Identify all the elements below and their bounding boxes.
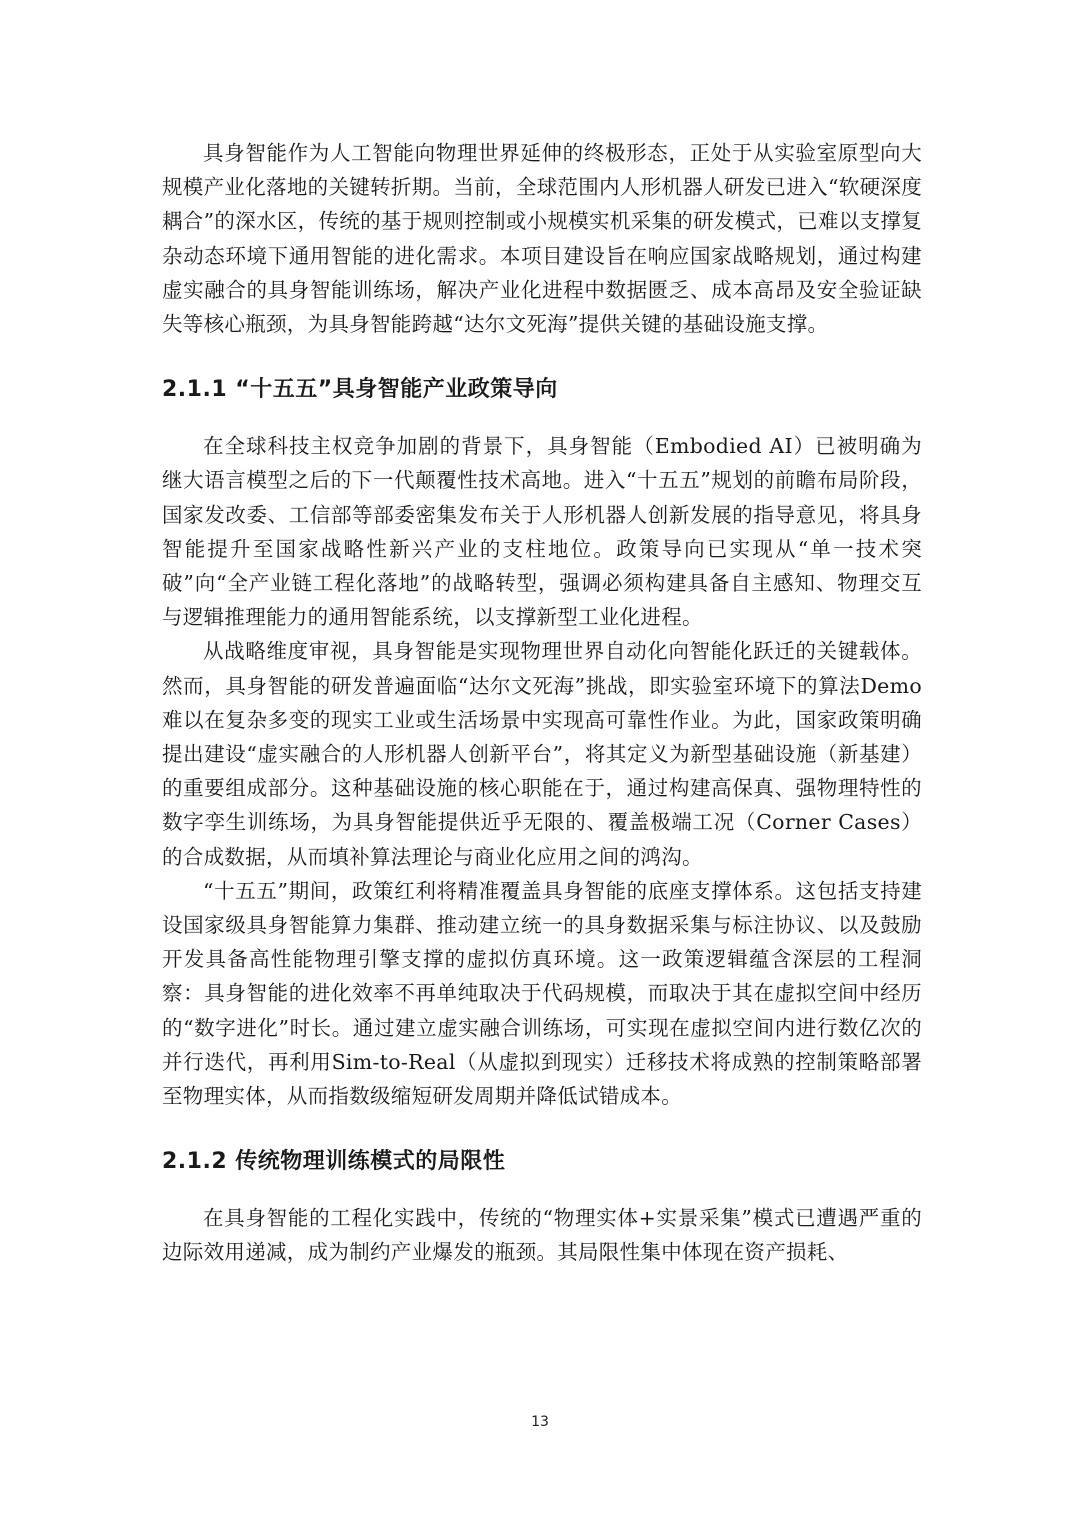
- policy-paragraph-2: 从战略维度审视，具身智能是实现物理世界自动化向智能化跃迁的关键载体。然而，具身智能的研发普遍面临“达尔文死海”挑战，即实验室环境下的算法Demo难以在复杂多变的现实工业或生活场景中实现高可靠性作业。为此，国家政策明确提出建设“虚实融合的人形机器人创新平台”，将其定义为新型基础设施（新基建）的重要组成部分。这种基础设施的核心职能在于，通过构建高保真、强物理特性的数字孪生训练场，为具身智能提供近乎无限的、覆盖极端工况（Corner Cases）的合成数据，从而填补算法理论与商业化应用之间的鸿沟。: [162, 639, 922, 869]
- section-heading-2-1-2: 2.1.2 传统物理训练模式的局限性: [162, 1149, 506, 1175]
- intro-paragraph: 具身智能作为人工智能向物理世界延伸的终极形态，正处于从实验室原型向大规模产业化落地的关键转折期。当前，全球范围内人形机器人研发已进入“软硬深度耦合”的深水区，传统的基于规则控制或小规模实机采集的研发模式，已难以支撑复杂动态环境下通用智能的进化需求。本项目建设旨在响应国家战略规划，通过构建虚实融合的具身智能训练场，解决产业化进程中数据匮乏、成本高昂及安全验证缺失等核心瓶颈，为具身智能跨越“达尔文死海”提供关键的基础设施支撑。: [162, 141, 922, 337]
- policy-paragraph-1: 在全球科技主权竞争加剧的背景下，具身智能（Embodied AI）已被明确为继大语言模型之后的下一代颠覆性技术高地。进入“十五五”规划的前瞻布局阶段，国家发改委、工信部等部委密集发布关于人形机器人创新发展的指导意见，将具身智能提升至国家战略性新兴产业的支柱地位。政策导向已实现从“单一技术突破”向“全产业链工程化落地”的战略转型，强调必须构建具备自主感知、物理交互与逻辑推理能力的通用智能系统，以支撑新型工业化进程。: [162, 434, 922, 630]
- limitations-paragraph: 在具身智能的工程化实践中，传统的“物理实体+实景采集”模式已遭遇严重的边际效用递减，成为制约产业爆发的瓶颈。其局限性集中体现在资产损耗、: [162, 1206, 922, 1265]
- section-heading-2-1-1: 2.1.1 “十五五”具身智能产业政策导向: [162, 377, 558, 403]
- page-number: 13: [531, 1414, 549, 1430]
- policy-paragraph-3: “十五五”期间，政策红利将精准覆盖具身智能的底座支撑体系。这包括支持建设国家级具身智能算力集群、推动建立统一的具身数据采集与标注协议、以及鼓励开发具备高性能物理引擎支撑的虚拟仿真环境。这一政策逻辑蕴含深层的工程洞察：具身智能的进化效率不再单纯取决于代码规模，而取决于其在虚拟空间中经历的“数字进化”时长。通过建立虚实融合训练场，可实现在虚拟空间内进行数亿次的并行迭代，再利用Sim-to-Real（从虚拟到现实）迁移技术将成熟的控制策略部署至物理实体，从而指数级缩短研发周期并降低试错成本。: [162, 878, 922, 1109]
- document-body: [162, 136, 922, 1270]
